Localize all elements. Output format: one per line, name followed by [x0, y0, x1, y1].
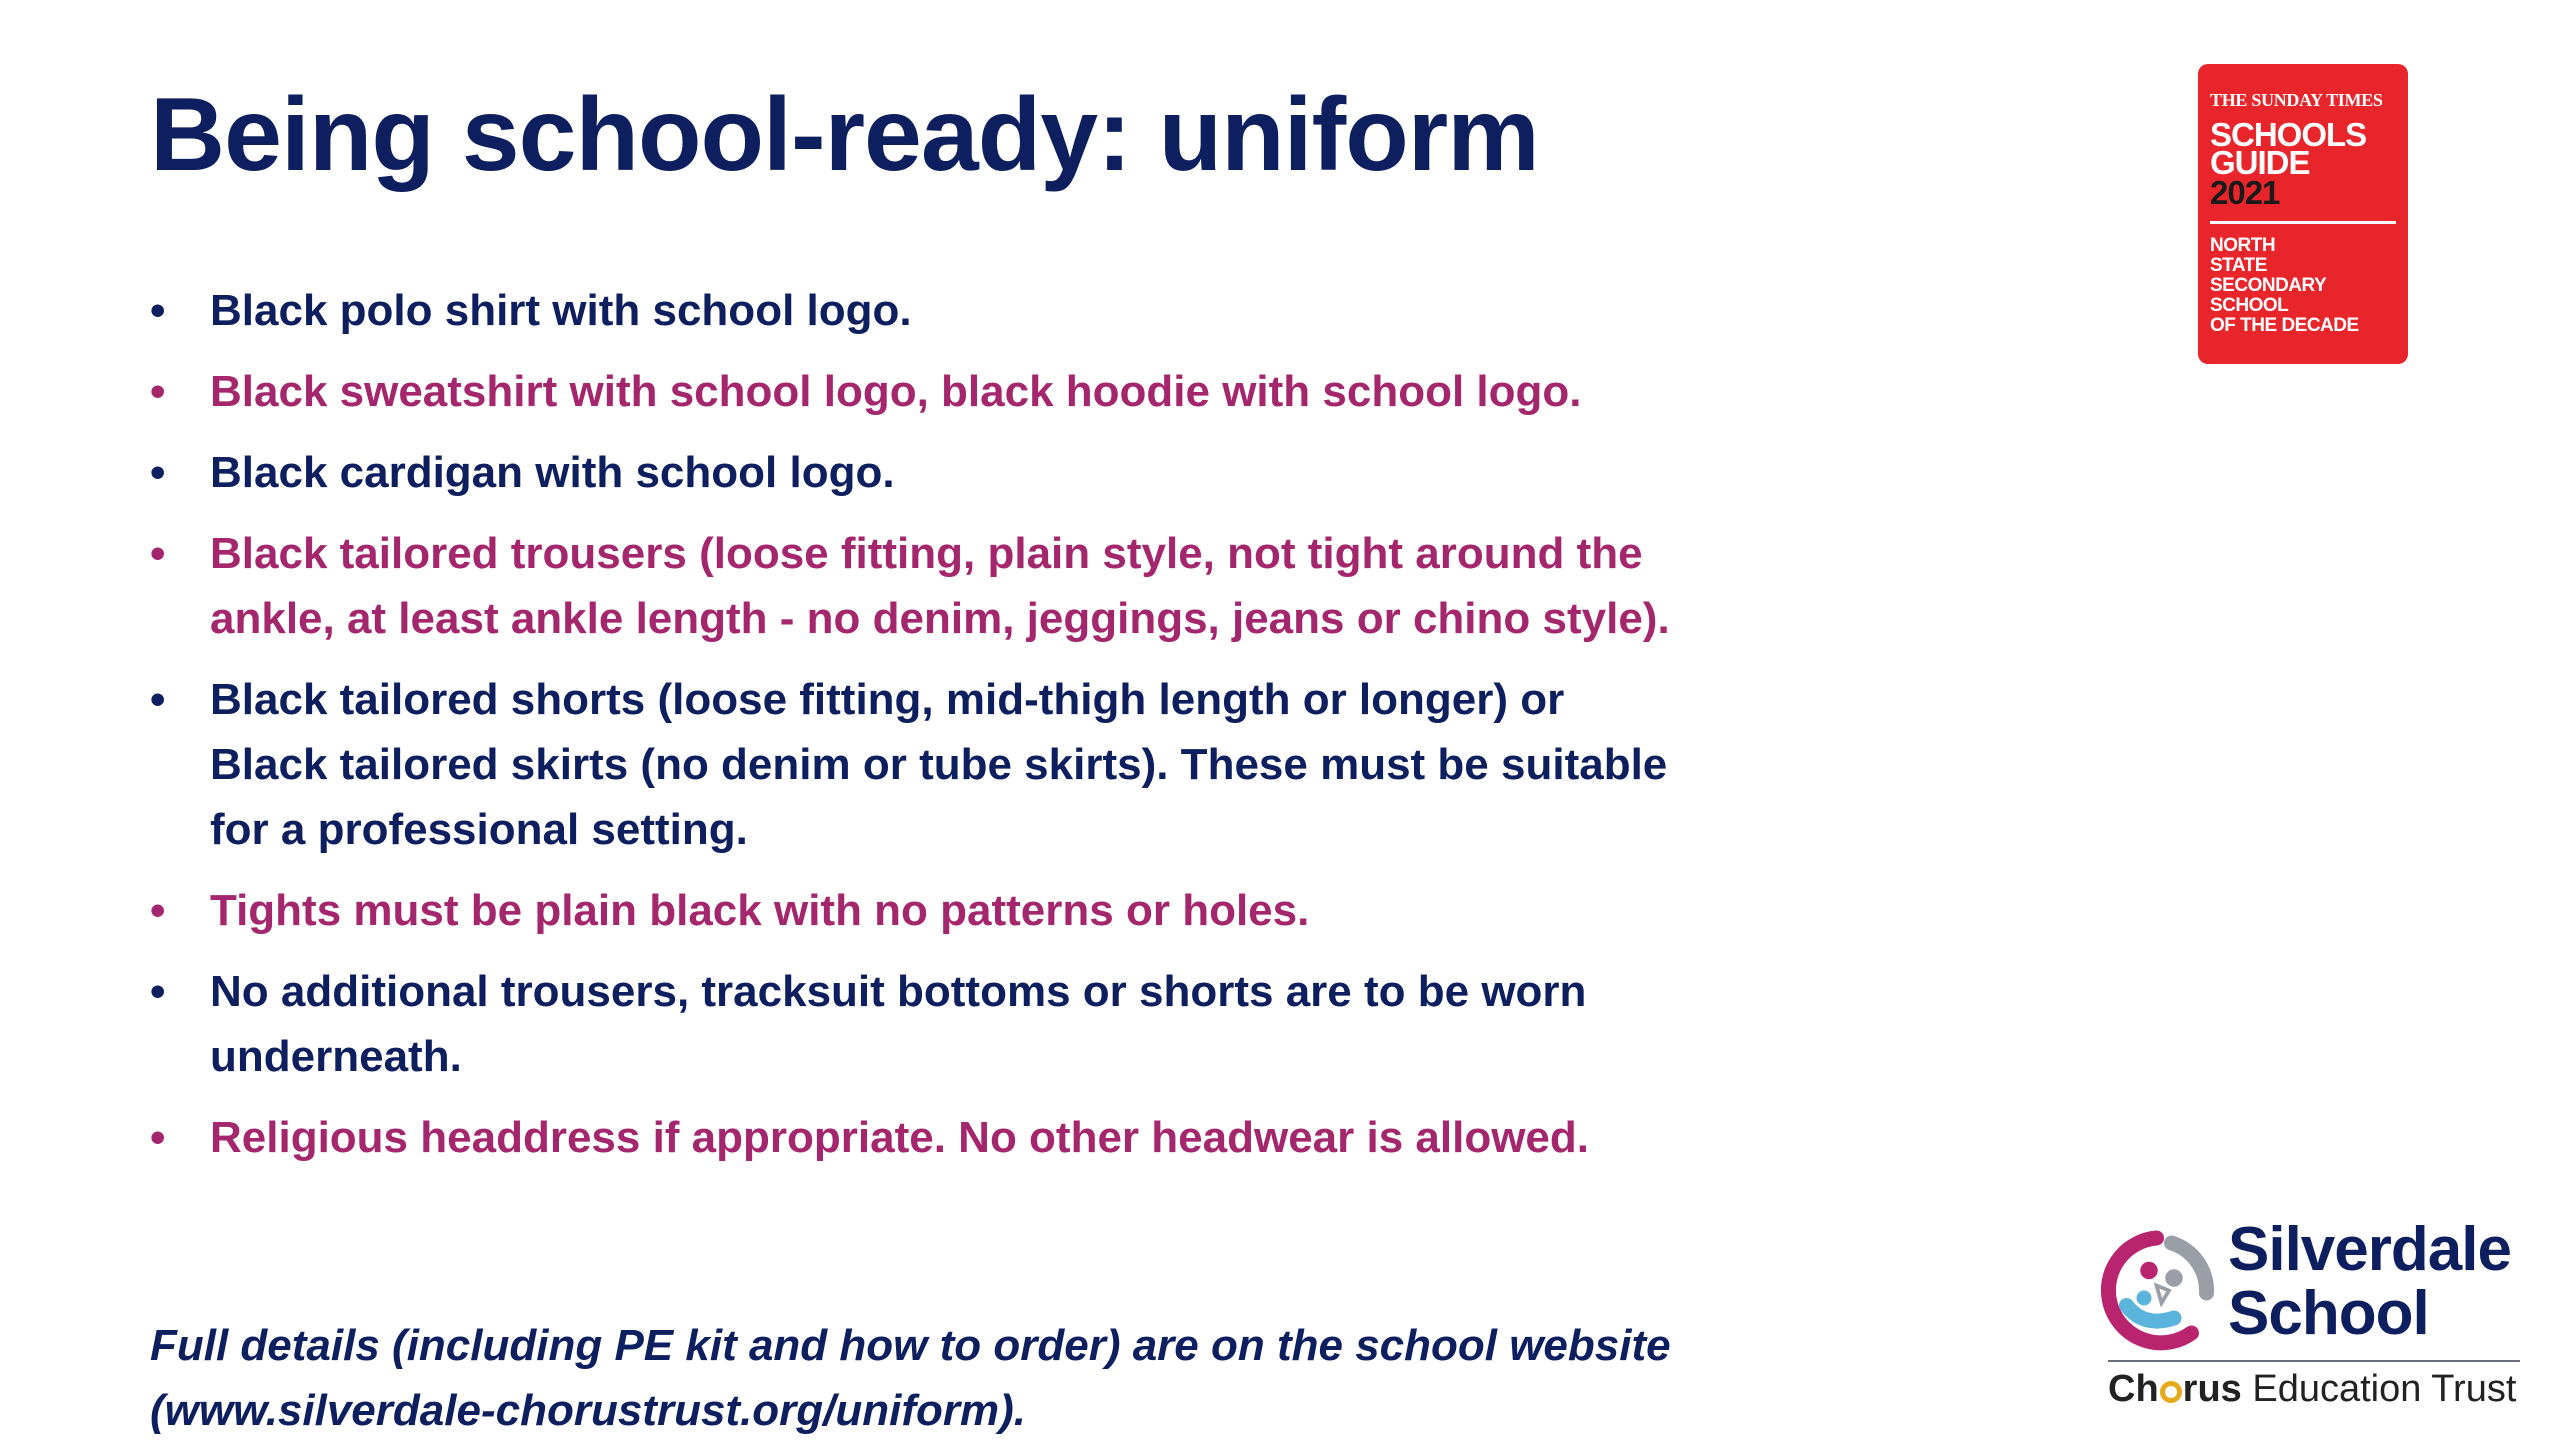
badge-guide-title	[2210, 116, 2396, 181]
list-item	[150, 667, 1690, 862]
bullet-icon: •	[150, 967, 166, 1016]
list-item-text: No additional trousers, tracksuit bottoms or shorts are to be worn underneath.	[210, 967, 1587, 1081]
list-item	[150, 440, 1690, 505]
trust-subtitle: Education Trust	[2252, 1368, 2517, 1410]
list-item	[150, 278, 1690, 343]
badge-divider	[2210, 221, 2396, 224]
bullet-icon: •	[150, 675, 166, 724]
badge-award-line: NORTH	[2210, 235, 2276, 256]
list-item	[150, 1105, 1690, 1170]
badge-award-line: SECONDARY	[2210, 275, 2327, 296]
badge-award-line: OF THE DECADE	[2210, 315, 2359, 336]
logo-divider	[2108, 1360, 2520, 1362]
bullet-icon: •	[150, 886, 166, 935]
trust-chorus-part: rus	[2182, 1368, 2242, 1410]
list-item	[150, 959, 1690, 1089]
trust-chorus-part: Ch	[2108, 1368, 2159, 1410]
list-item	[150, 359, 1690, 424]
list-item-text: Black cardigan with school logo.	[210, 448, 895, 497]
badge-year: 2021	[2210, 174, 2280, 211]
trust-name	[2108, 1366, 2516, 1412]
bullet-icon: •	[150, 448, 166, 497]
bullet-icon: •	[150, 286, 166, 335]
bullet-icon: •	[150, 1113, 166, 1162]
list-item	[150, 878, 1690, 943]
chorus-o-icon	[2160, 1381, 2182, 1403]
badge-guide-line: GUIDE	[2210, 144, 2310, 181]
school-emblem-icon	[2094, 1228, 2219, 1353]
uniform-details-note: Full details (including PE kit and how to order) are on the school website (www.silverdale-chorustrust.org/uniform).	[150, 1321, 1671, 1435]
badge-award-line: SCHOOL	[2210, 295, 2289, 316]
silverdale-school-logo	[2094, 1215, 2534, 1418]
badge-guide-line: SCHOOLS	[2210, 116, 2367, 153]
list-item-text: Black sweatshirt with school logo, black hoodie with school logo.	[210, 367, 1582, 416]
school-name-line: Silverdale	[2228, 1215, 2511, 1284]
badge-paper-name: THE SUNDAY TIMES	[2210, 90, 2383, 110]
bullet-icon: •	[150, 367, 166, 416]
slide-title: Being school-ready: uniform	[150, 77, 1539, 193]
school-name-line: School	[2228, 1279, 2429, 1348]
list-item-text: Tights must be plain black with no patterns or holes.	[210, 886, 1310, 935]
list-item-text: Black tailored shorts (loose fitting, mid-thigh length or longer) or Black tailored skirts (no denim or tube skirts). These must be suitable for a professional setting.	[210, 675, 1668, 854]
list-item	[150, 521, 1690, 651]
badge-award-line: STATE	[2210, 255, 2267, 276]
sunday-times-badge	[2198, 64, 2408, 364]
badge-award	[2210, 236, 2396, 336]
list-item-text: Black tailored trousers (loose fitting, plain style, not tight around the ankle, at least ankle length - no denim, jeggings, jeans or chino style).	[210, 529, 1670, 643]
list-item-text: Black polo shirt with school logo.	[210, 286, 912, 335]
list-item-text: Religious headdress if appropriate. No other headwear is allowed.	[210, 1113, 1589, 1162]
bullet-icon: •	[150, 529, 166, 578]
uniform-list	[150, 278, 1690, 1186]
school-name	[2228, 1215, 2511, 1348]
